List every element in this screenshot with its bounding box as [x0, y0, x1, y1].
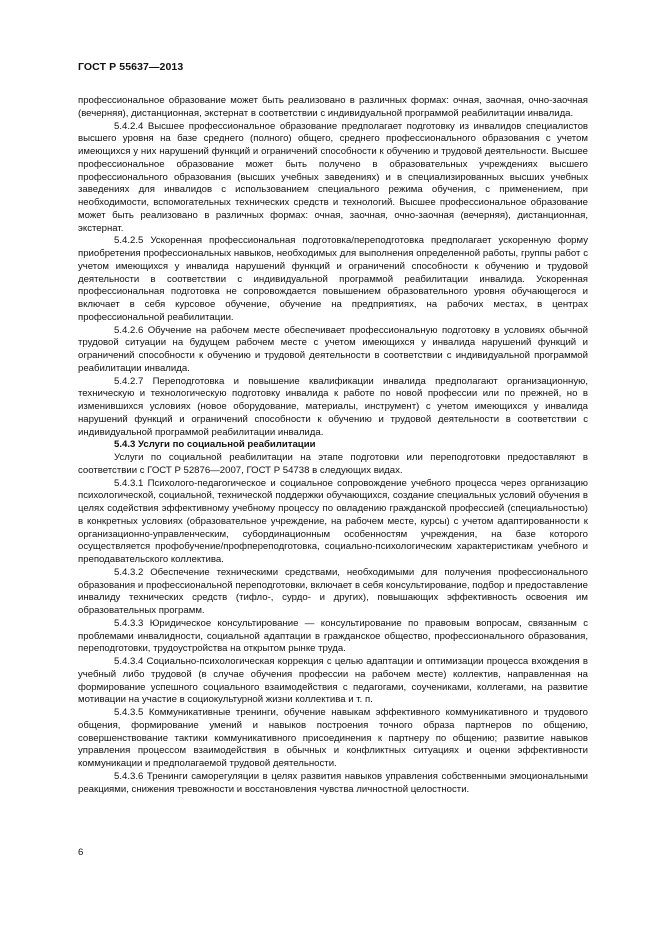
paragraph-5-4-3-2: 5.4.3.2 Обеспечение техническими средствами, необходимыми для получения профессионального образования и профессиональной переподготовки, включает в себя консультирование, подбор и предоставление инвалиду технических средств (тифло-, сурдо- и других), повышающих эффективность освоения им образовательных программ.: [78, 566, 588, 616]
section-heading-5-4-3: 5.4.3 Услуги по социальной реабилитации: [114, 439, 316, 451]
paragraph-5-4-2-7: 5.4.2.7 Переподготовка и повышение квалификации инвалида предполагают организационную, техническую и технологическую подготовку инвалида к работе по новой профессии или по прежней, но в изменившихся условиях (новое оборудование, материалы, инструмент) с учетом имеющихся у инвалида нарушений функций и ограничений способности к обучению и трудовой деятельности в соответствии с индивидуальной программой реабилитации инвалида.: [78, 375, 588, 438]
paragraph-5-4-3-intro: Услуги по социальной реабилитации на этапе подготовки или переподготовки предоставляют в соответствии с ГОСТ Р 52876—2007, ГОСТ Р 54738 в следующих видах.: [78, 452, 588, 476]
paragraph-5-4-3-5: 5.4.3.5 Коммуникативные тренинги, обучение навыкам эффективного коммуникативного и трудового общения, формирование умений и навыков построения точного образа партнеров по общению, совершенствование тактики коммуникативного присоединения к партнеру по общению; развитие навыков управления процессом взаимодействия в обычных и конфликтных ситуациях и оценки эффективности коммуникации и предполагаемой трудовой деятельности.: [78, 707, 588, 769]
paragraph-5-4-2-4: 5.4.2.4 Высшее профессиональное образование предполагает подготовку из инвалидов специалистов высшего уровня на базе среднего (полного) общего, среднего профессионального образования с учетом имеющихся у них нарушений функций и ограничений способности к обучению и трудовой деятельности. Высшее профессиональное образование может быть получено в образовательных учреждениях высшего профессионального образования (высших учебных заведениях) и в специализированных высших учебных заведениях для инвалидов с использованием специального режима обучения, с применением, при необходимости, вспомогательных технических средств и технологий. Высшее профессиональное образование может быть реализовано в различных формах: очная, заочная, очно-заочная (вечерняя), дистанционная, экстернат.: [78, 120, 588, 234]
paragraph-5-4-2-5: 5.4.2.5 Ускоренная профессиональная подготовка/переподготовка предполагает ускоренную форму приобретения профессиональных навыков, необходимых для выполнения определенной работы, группы работ с учетом имеющихся у инвалида нарушений функций и ограничений способности к обучению и трудовой деятельности в соответствии с индивидуальной программой реабилитации инвалида. Ускоренная профессиональная подготовка не сопровождается повышением образовательного уровня обучающегося и включает в себя курсовое обучение, обучение на предприятиях, на рабочих местах, в центрах профессиональной реабилитации.: [78, 235, 588, 323]
document-code-header: ГОСТ Р 55637—2013: [78, 61, 184, 73]
paragraph-5-4-3-1: 5.4.3.1 Психолого-педагогическое и социальное сопровождение учебного процесса через организацию психологической, социальной, технической поддержки обучающихся, создание специальных условий обучения в целях содействия эффективному учебному процессу по овладению гражданской профессией (специальностью) в конкретных условиях (образовательное учреждение, на рабочем месте, курсы) с учетом адаптированности к организационно-управленческим, субординационным особенностям учреждения, на базе которого осуществляется профобучение/профпереподготовка, социально-психологическим характеристикам учебного и преподавательского коллектива.: [78, 477, 588, 565]
paragraph-5-4-2-6: 5.4.2.6 Обучение на рабочем месте обеспечивает профессиональную подготовку в условиях обычной трудовой ситуации на будущем рабочем месте с учетом имеющихся у инвалида нарушений функций и ограничений способности к обучению и трудовой деятельности в соответствии с индивидуальной программой реабилитации инвалида.: [78, 324, 588, 374]
paragraph-continuation: профессиональное образование может быть реализовано в различных формах: очная, заочная, очно-заочная (вечерняя), дистанционная, экстернат в соответствии с индивидуальной программой реабилитации инвалида.: [78, 95, 588, 119]
paragraph-5-4-3-3: 5.4.3.3 Юридическое консультирование — консультирование по правовым вопросам, связанным с проблемами инвалидности, социальной адаптации в гражданское общество, профессионального образования, переподготовки, трудоустройства на открытом рынке труда.: [78, 617, 588, 655]
paragraph-5-4-3-4: 5.4.3.4 Социально-психологическая коррекция с целью адаптации и оптимизации процесса вхождения в учебный либо трудовой (в случае обучения профессии на рабочем месте) коллектив, направленная на формирование успешного социального взаимодействия с педагогами, соучениками, коллегами, на развитие мотивации на участие в социокультурной жизни коллектива и т. п.: [78, 656, 588, 706]
page-number: 6: [78, 847, 84, 858]
document-body: [78, 95, 588, 796]
paragraph-5-4-3-6: 5.4.3.6 Тренинги саморегуляции в целях развития навыков управления собственными эмоциональными реакциями, снижения тревожности и восстановления чувства личностной целостности.: [78, 770, 588, 795]
